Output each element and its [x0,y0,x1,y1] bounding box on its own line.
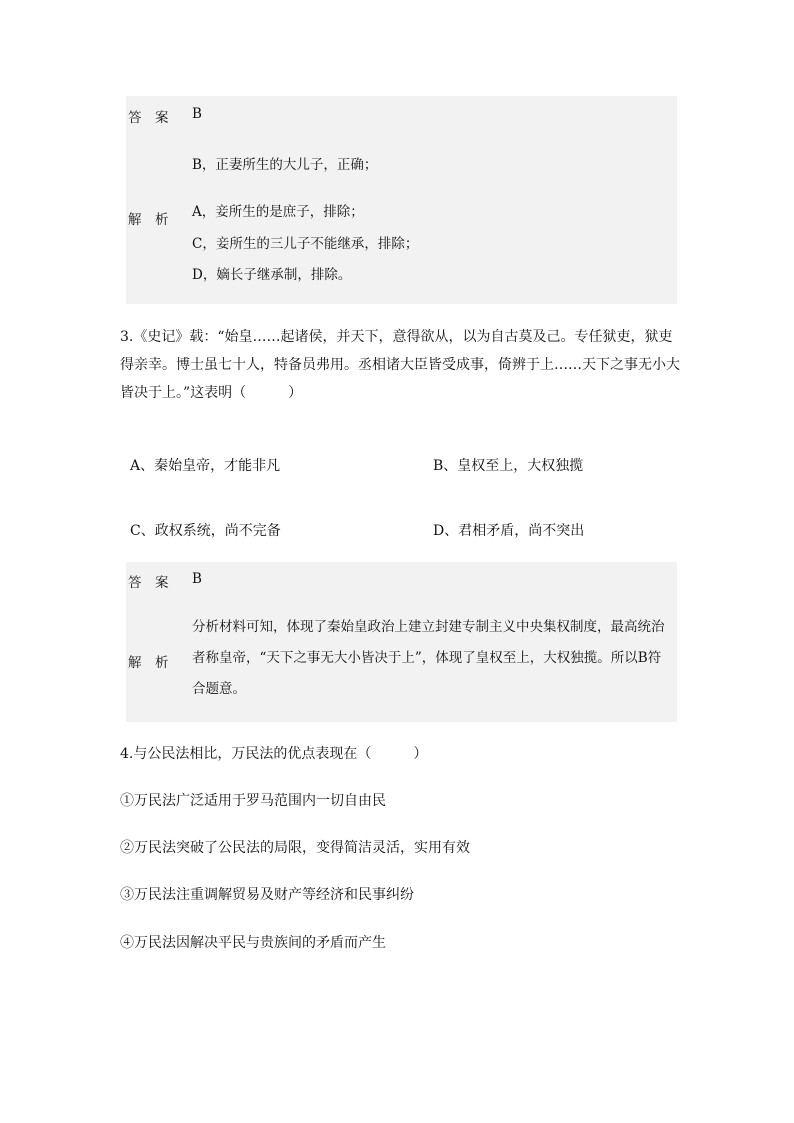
q3-option-b: B、皇权至上，大权独揽 [433,458,584,474]
q4-item: ③万民法注重调解贸易及财产等经济和民事纠纷 [120,887,414,903]
q3-stem: 3.《史记》载：“始皇……起诸侯，并天下，意得欲从，以为自古莫及己。专任狱吏，狱吏得亲幸。博士虽七十人，特备员弗用。丞相诸大臣皆受成事，倚辨于上……天下之事无小大皆决于上。”这表明（ ） [120,329,680,401]
q2-answer-box [126,96,677,304]
q3-analysis-label: 解 析 [128,655,169,671]
q4-stem: 4.与公民法相比，万民法的优点表现在（ ） [120,746,428,762]
q3-option-d: D、君相矛盾，尚不突出 [433,523,585,539]
q3-analysis-text: 分析材料可知，体现了秦始皇政治上建立封建专制主义中央集权制度，最高统治者称皇帝，“天下之事无大小皆决于上”，体现了皇权至上，大权独揽。所以B符合题意。 [192,619,665,697]
q3-answer-label: 答 案 [128,575,169,591]
q3-option-c: C、政权系统，尚不完备 [130,523,281,539]
q4-item: ④万民法因解决平民与贵族间的矛盾而产生 [120,935,386,951]
q3-answer-value: B [192,571,202,587]
q2-answer-label: 答 案 [128,110,169,126]
q4-item: ①万民法广泛适用于罗马范围内一切自由民 [120,793,386,809]
q3-option-a: A、秦始皇帝，才能非凡 [130,458,281,474]
q2-analysis-line: B，正妻所生的大儿子，正确； [192,157,378,173]
q4-item: ②万民法突破了公民法的局限，变得简洁灵活，实用有效 [120,840,470,856]
q3-answer-box [126,562,677,722]
q2-analysis-line: A，妾所生的是庶子，排除； [192,204,364,220]
q2-analysis-line: C，妾所生的三儿子不能继承，排除； [192,236,419,252]
q2-analysis-label: 解 析 [128,212,169,228]
q2-analysis-line: D，嫡长子继承制，排除。 [192,267,352,283]
q2-answer-value: B [192,106,202,122]
